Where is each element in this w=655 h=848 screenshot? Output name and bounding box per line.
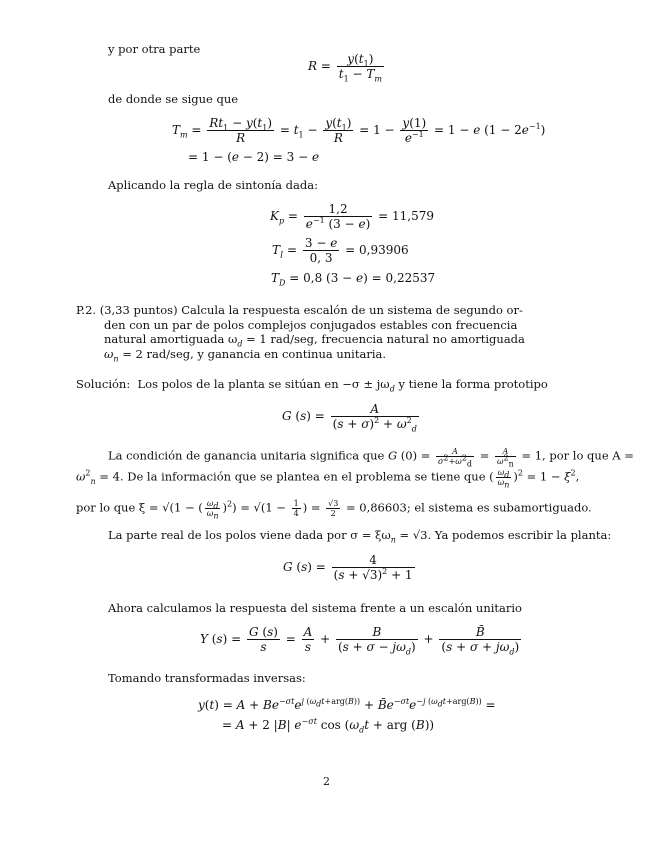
solution-text: Los polos de la planta se sitúan en −σ ± jω (137, 377, 390, 391)
real-part-line: La parte real de los polos viene dada por $\sigma = \xi\omega_n = √3$. Ya podemos escribir la planta: (108, 528, 612, 545)
equation-ti: $T_I$ = $\frac{3 - e}{0, 3}$ = 0,93906 (272, 236, 409, 265)
gain-condition-line-3: por lo que ξ = √(1 − ( $\frac{\omega_d}{\omega_n}$ )$^2$) = √(1 − $\frac{1}{4}$ ) = $\frac{√3}{2}$ = 0,86603; el sistema es subamortiguado. (76, 499, 592, 521)
kp-value: 11,579 (392, 209, 434, 223)
gain-condition-line-2: $\omega^2_n = 4$. De la información que se plantea en el problema se tiene que ( $\frac{\omega_d}{\omega_n}$ )$^2 = 1 - \xi^2$, (76, 468, 580, 490)
gain-condition-line-1: La condición de ganancia unitaria significa que G (0) = $\frac{A}{\sigma^2+\omega^2_d}$ = $\frac{A}{\omega^2_n}$ = 1, por lo que A = (108, 447, 634, 469)
gain-condition-text-1b: , por lo que A = (542, 448, 634, 463)
equation-yt-2: = A + 2 |B| $e^{-\sigma t}$ $\cos (\omega_dt$ + arg (B)) (222, 717, 435, 735)
problem-line-1: Calcula la respuesta escalón de un sistema de segundo or- (181, 303, 523, 317)
problem-statement (76, 303, 578, 361)
equation-tm-2: = 1 − (e − 2) = 3 − e (188, 150, 320, 164)
text-inverse: Tomando transformadas inversas: (108, 671, 306, 685)
equation-yt-1: $y(t) = A + Be^{-\sigma t}e^{j (\omega_dt+arg(B))}$ + $B̄e^{-\sigma t}e^{-j (\omega_dt+arg(B))}$ = (198, 697, 496, 712)
td-value: 0,22537 (385, 271, 436, 285)
ti-value: 0,93906 (359, 243, 409, 257)
gain-condition-text-1: La condición de ganancia unitaria significa que (108, 448, 385, 463)
xi-value: 0,86603 (359, 500, 407, 515)
gain-condition-text-3a: por lo que ξ = (76, 500, 159, 515)
td-coefficient: 0,8 (303, 271, 323, 285)
ti-denominator: 0, 3 (309, 251, 333, 265)
problem-line-3: natural amortiguada $\omega_d = 1$ rad/seg, frecuencia natural no amortiguada (104, 332, 525, 349)
problem-line-3b: = 1 rad/seg, frecuencia natural no amortiguada (246, 332, 525, 346)
problem-line-4-text: = 2 rad/seg, y ganancia en continua unitaria. (122, 346, 387, 361)
equation-ys: Y (s) = $\frac{G (s)}{s}$ = $\frac{A}{s}$ + B $(s + \sigma - j\omega_d)$ + B̄ $(s + \sigma + j\omega_d)$ (200, 625, 520, 657)
equation-td: $T_D = 0,8$ (3 − e) = 0,22537 (271, 271, 436, 288)
text-where-follows: de donde se sigue que (108, 92, 239, 106)
problem-label: P.2. (76, 303, 97, 317)
equation-gs-plant: G (s) = $\frac{4}{(s + √3)^2 + 1}$ (283, 553, 413, 582)
problem-line-2: den con un par de polos complejos conjugados estables con frecuencia (104, 317, 518, 332)
real-part-text: La parte real de los polos viene dada por σ = ξω (108, 528, 391, 542)
gain-condition-text-3b: ; el sistema es subamortiguado. (406, 500, 592, 515)
problem-line-4: $\omega_n = 2$ rad/seg, y ganancia en continua unitaria. (104, 346, 387, 363)
solution-line: Solución: Los polos de la planta se sitúan en $-\sigma \pm j\omega_d$ y tiene la forma prototipo (76, 377, 548, 394)
equation-r: R = $\frac{y(t_1)}{t_1 - T_m}$ (308, 52, 382, 84)
solution-label: Solución: (76, 377, 131, 391)
text-intro-other: y por otra parte (108, 42, 201, 56)
text-calc-response: Ahora calculamos la respuesta del sistema frente a un escalón unitario (108, 601, 522, 615)
gain-condition-text-2: . De la información que se plantea en el problema se tiene que (119, 469, 486, 484)
problem-line-3a: natural amortiguada ω (104, 332, 238, 346)
real-part-text-b: . Ya podemos escribir la planta: (427, 528, 612, 542)
equation-kp: $K_p$ = $\frac{1,2}{e^{-1} (3 - e)}$ = 11,579 (270, 202, 434, 231)
problem-points: (3,33 puntos) (99, 303, 178, 317)
kp-numerator: 1,2 (304, 202, 373, 217)
text-applying-rule: Aplicando la regla de sintonía dada: (108, 178, 318, 192)
equation-gs-prototype: G (s) = $\frac{A}{(s + \sigma)^2 + \omega^2_d}$ (282, 402, 417, 434)
solution-text-b: y tiene la forma prototipo (398, 377, 548, 391)
page-number: 2 (323, 775, 330, 788)
equation-tm: $T_m$ = $\frac{Rt_1 - y(t_1)}{R}$ = $t_1$ − $\frac{y(t_1)}{R}$ = 1 − $\frac{y(1)}{e^{-1}}$ = 1 − e $(1 - 2e^{-1})$ (172, 116, 546, 145)
